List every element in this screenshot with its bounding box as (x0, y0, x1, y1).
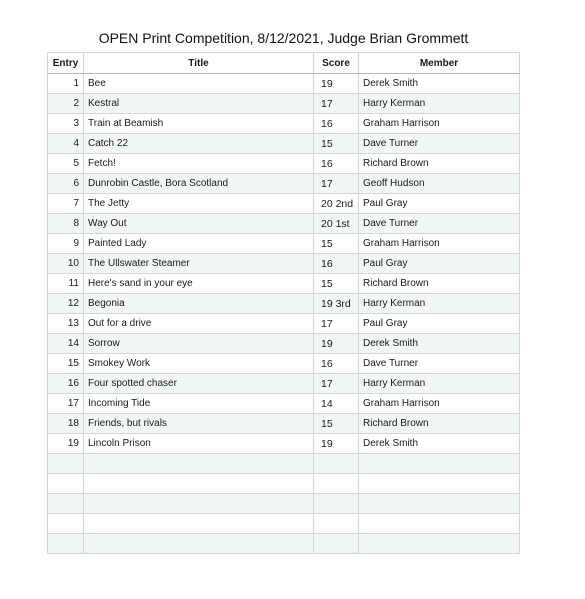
score-cell: 14 (314, 394, 359, 414)
entry-cell: 7 (48, 194, 84, 214)
entry-cell (48, 534, 84, 554)
title-cell: Friends, but rivals (84, 414, 314, 434)
title-cell: Way Out (84, 214, 314, 234)
entry-cell: 6 (48, 174, 84, 194)
title-cell (84, 474, 314, 494)
entry-cell: 9 (48, 234, 84, 254)
member-cell: Paul Gray (359, 254, 520, 274)
member-cell: Paul Gray (359, 314, 520, 334)
title-cell: Painted Lady (84, 234, 314, 254)
entry-cell: 8 (48, 214, 84, 234)
title-cell: Dunrobin Castle, Bora Scotland (84, 174, 314, 194)
results-table (47, 52, 520, 554)
title-cell: Fetch! (84, 154, 314, 174)
score-cell (314, 494, 359, 514)
member-cell: Derek Smith (359, 74, 520, 94)
table-row (48, 194, 520, 214)
table-row (48, 234, 520, 254)
entry-cell: 17 (48, 394, 84, 414)
member-cell: Graham Harrison (359, 234, 520, 254)
score-cell: 17 (314, 314, 359, 334)
table-header-row (48, 53, 520, 74)
entry-cell: 3 (48, 114, 84, 134)
entry-cell: 12 (48, 294, 84, 314)
score-cell: 15 (314, 134, 359, 154)
title-cell: Train at Beamish (84, 114, 314, 134)
table-row (48, 494, 520, 514)
score-cell: 17 (314, 94, 359, 114)
entry-cell (48, 494, 84, 514)
title-cell: Four spotted chaser (84, 374, 314, 394)
title-cell: Catch 22 (84, 134, 314, 154)
entry-cell: 10 (48, 254, 84, 274)
entry-cell: 18 (48, 414, 84, 434)
member-cell: Richard Brown (359, 154, 520, 174)
member-cell (359, 454, 520, 474)
page-title: OPEN Print Competition, 8/12/2021, Judge Brian Grommett (98, 30, 469, 46)
table-row (48, 414, 520, 434)
member-cell: Derek Smith (359, 434, 520, 454)
entry-cell: 16 (48, 374, 84, 394)
column-header-score: Score (314, 53, 359, 74)
table-row (48, 74, 520, 94)
title-cell: Begonia (84, 294, 314, 314)
member-cell (359, 514, 520, 534)
table-row (48, 134, 520, 154)
title-cell (84, 514, 314, 534)
title-cell (84, 494, 314, 514)
member-cell: Richard Brown (359, 274, 520, 294)
title-cell: Here's sand in your eye (84, 274, 314, 294)
title-cell (84, 454, 314, 474)
score-cell: 16 (314, 354, 359, 374)
score-cell: 17 (314, 174, 359, 194)
table-row (48, 374, 520, 394)
member-cell: Richard Brown (359, 414, 520, 434)
table-row (48, 534, 520, 554)
title-cell: Sorrow (84, 334, 314, 354)
entry-cell: 5 (48, 154, 84, 174)
table-row (48, 334, 520, 354)
title-cell: Incoming Tide (84, 394, 314, 414)
table-row (48, 94, 520, 114)
table-row (48, 394, 520, 414)
member-cell (359, 494, 520, 514)
entry-cell: 4 (48, 134, 84, 154)
table-row (48, 254, 520, 274)
table-row (48, 434, 520, 454)
table-body (48, 74, 520, 554)
score-cell: 19 3rd (314, 294, 359, 314)
score-cell: 15 (314, 414, 359, 434)
entry-cell: 11 (48, 274, 84, 294)
score-cell: 19 (314, 334, 359, 354)
score-cell (314, 514, 359, 534)
score-cell: 15 (314, 234, 359, 254)
title-cell: Bee (84, 74, 314, 94)
table-row (48, 114, 520, 134)
table-row (48, 274, 520, 294)
title-cell: The Ullswater Steamer (84, 254, 314, 274)
member-cell: Harry Kerman (359, 94, 520, 114)
title-cell: Lincoln Prison (84, 434, 314, 454)
member-cell: Harry Kerman (359, 294, 520, 314)
table-row (48, 154, 520, 174)
member-cell (359, 534, 520, 554)
table-row (48, 174, 520, 194)
entry-cell: 1 (48, 74, 84, 94)
entry-cell: 15 (48, 354, 84, 374)
member-cell: Graham Harrison (359, 114, 520, 134)
member-cell: Geoff Hudson (359, 174, 520, 194)
member-cell (359, 474, 520, 494)
member-cell: Graham Harrison (359, 394, 520, 414)
title-cell: The Jetty (84, 194, 314, 214)
score-cell: 17 (314, 374, 359, 394)
table-row (48, 294, 520, 314)
score-cell: 20 2nd (314, 194, 359, 214)
score-cell: 20 1st (314, 214, 359, 234)
score-cell: 15 (314, 274, 359, 294)
table-row (48, 354, 520, 374)
entry-cell (48, 514, 84, 534)
title-cell: Kestral (84, 94, 314, 114)
score-cell: 16 (314, 154, 359, 174)
table-row (48, 214, 520, 234)
title-cell (84, 534, 314, 554)
score-cell: 16 (314, 254, 359, 274)
score-cell (314, 454, 359, 474)
table-row (48, 474, 520, 494)
table-row (48, 454, 520, 474)
score-cell: 16 (314, 114, 359, 134)
score-cell: 19 (314, 434, 359, 454)
member-cell: Dave Turner (359, 214, 520, 234)
title-cell: Out for a drive (84, 314, 314, 334)
member-cell: Dave Turner (359, 134, 520, 154)
column-header-entry: Entry (48, 53, 84, 74)
column-header-member: Member (359, 53, 520, 74)
member-cell: Paul Gray (359, 194, 520, 214)
table-row (48, 514, 520, 534)
entry-cell (48, 454, 84, 474)
column-header-title: Title (84, 53, 314, 74)
score-cell (314, 474, 359, 494)
entry-cell: 19 (48, 434, 84, 454)
score-cell (314, 534, 359, 554)
member-cell: Derek Smith (359, 334, 520, 354)
member-cell: Dave Turner (359, 354, 520, 374)
table-row (48, 314, 520, 334)
score-cell: 19 (314, 74, 359, 94)
entry-cell: 13 (48, 314, 84, 334)
title-cell: Smokey Work (84, 354, 314, 374)
entry-cell (48, 474, 84, 494)
entry-cell: 2 (48, 94, 84, 114)
entry-cell: 14 (48, 334, 84, 354)
member-cell: Harry Kerman (359, 374, 520, 394)
